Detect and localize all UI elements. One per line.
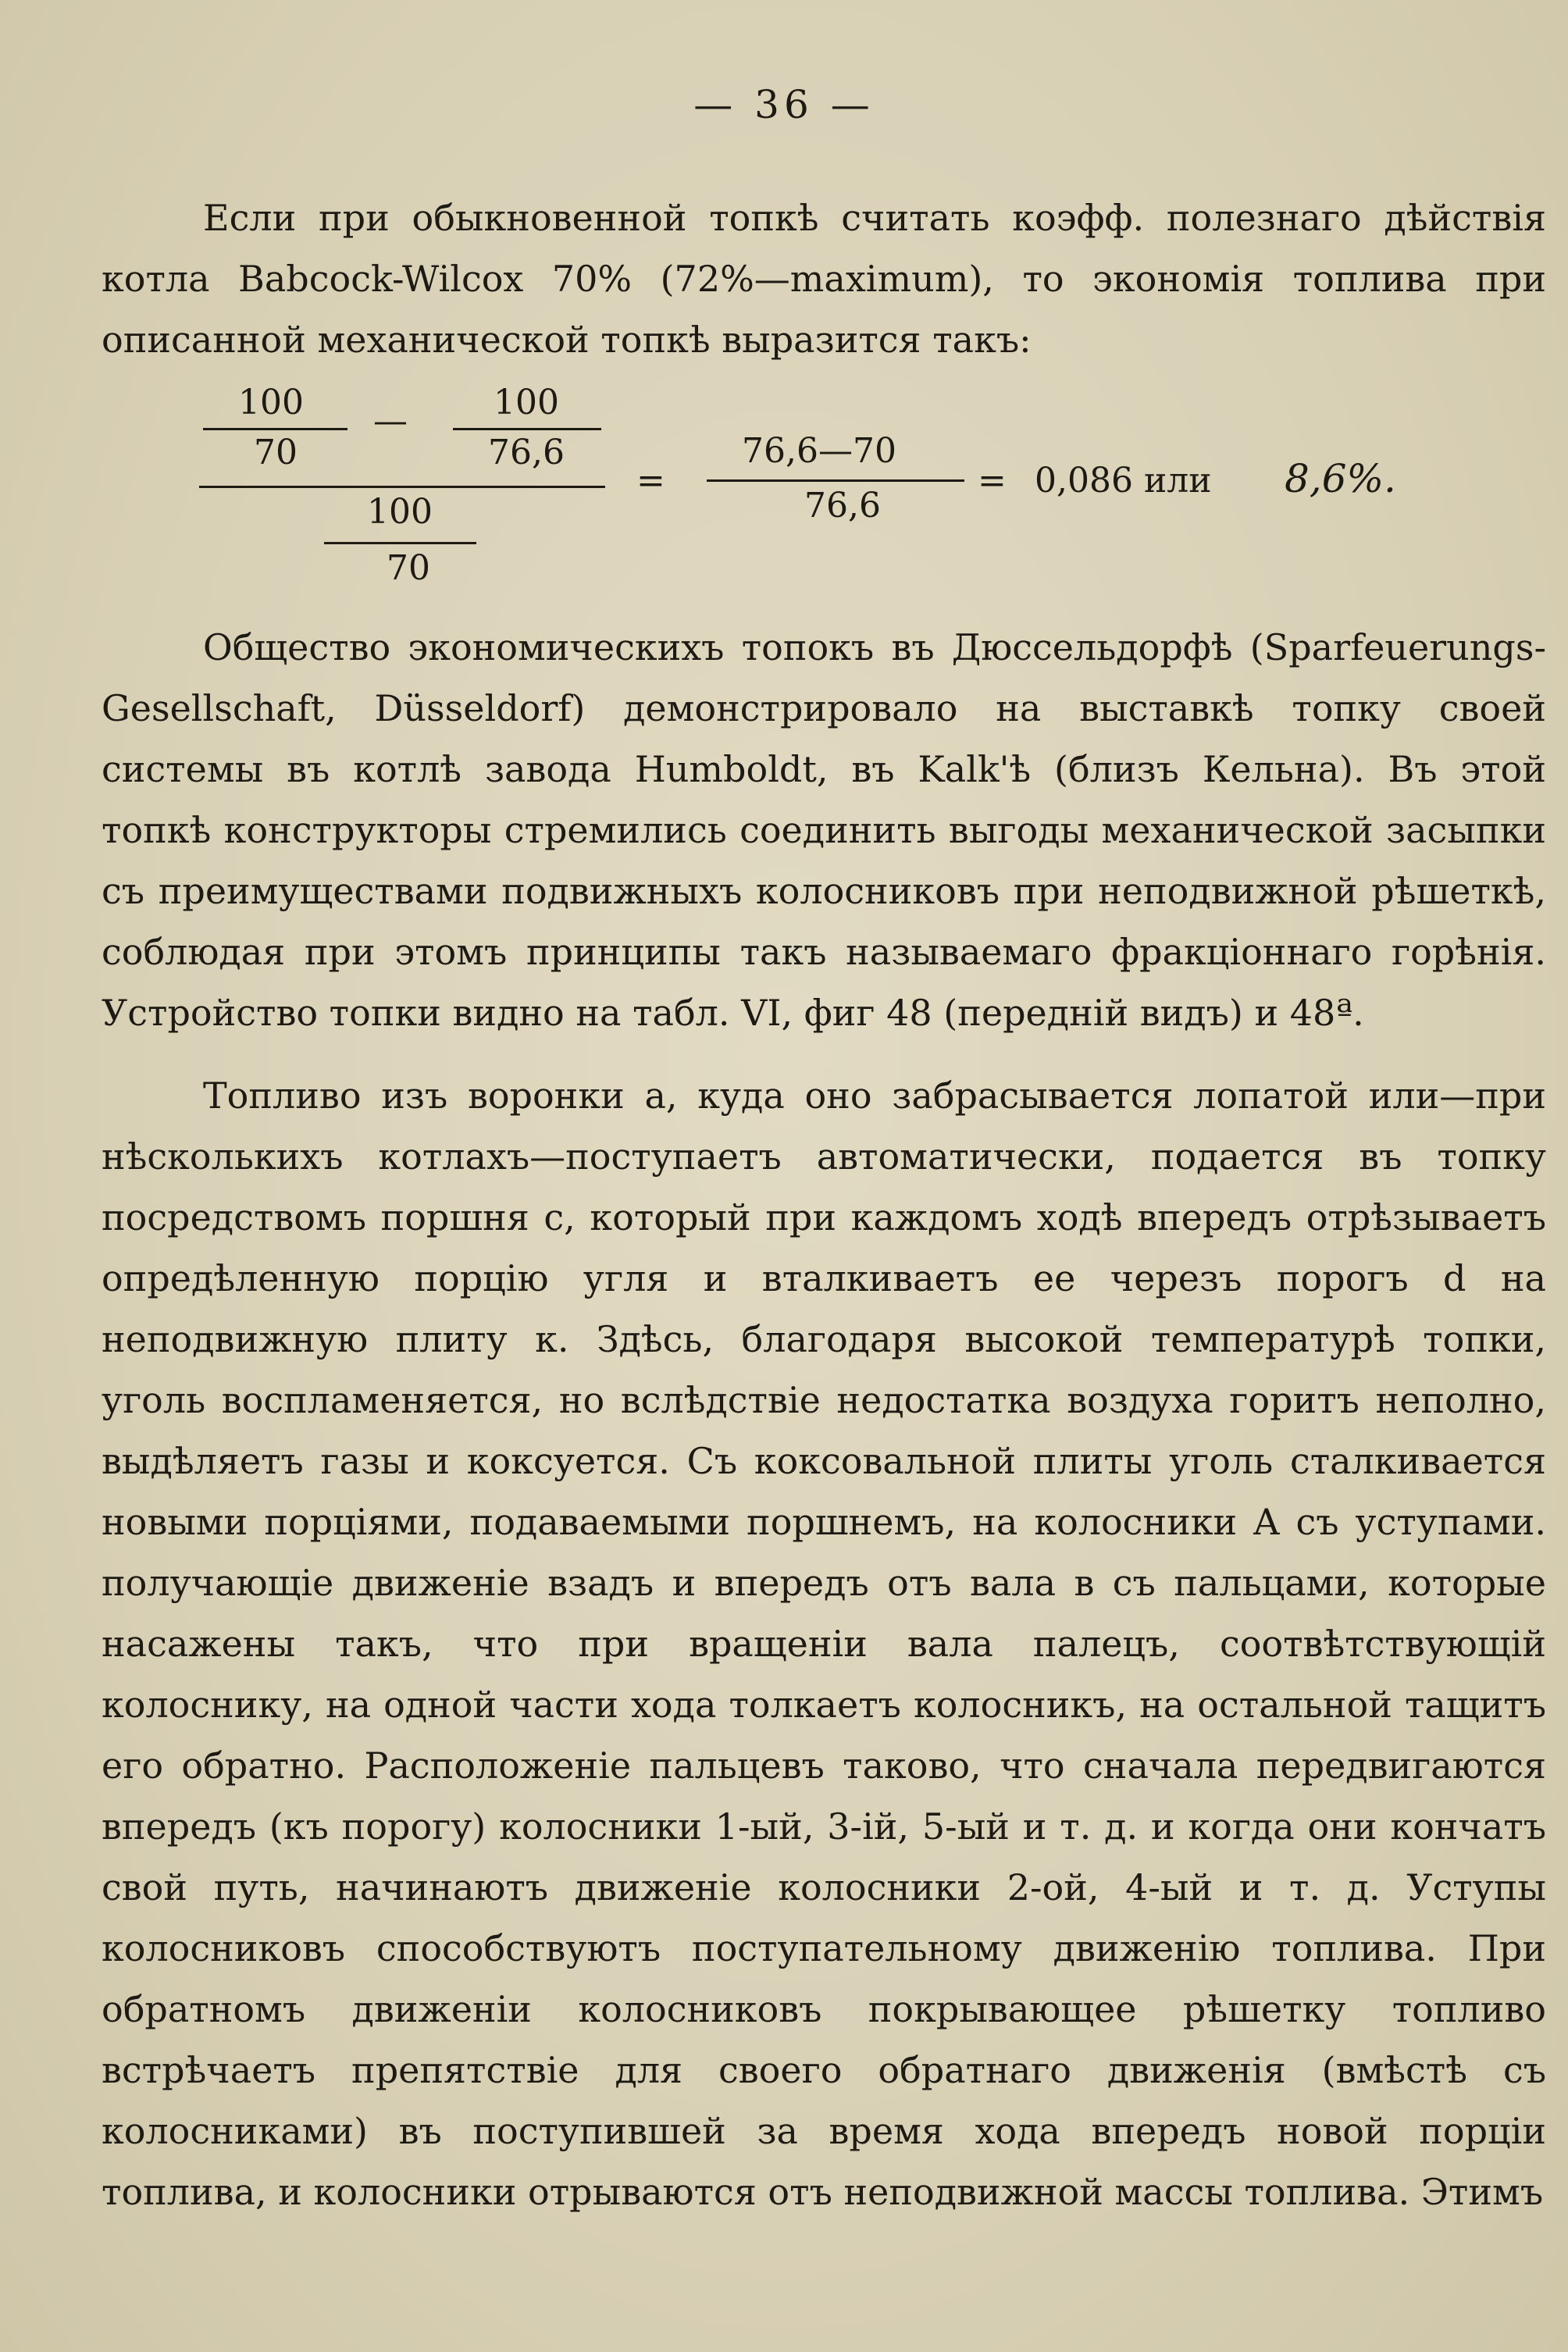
formula-frac2-num: 76,6—70 — [742, 431, 896, 471]
page-number: — 36 — — [693, 82, 875, 127]
main-fraction-bar — [199, 486, 605, 488]
formula-num-a: 100 — [238, 383, 304, 422]
formula-frac2-den: 76,6 — [804, 486, 881, 526]
formula-minus: — — [373, 401, 408, 441]
fraction-bar-a — [203, 428, 347, 430]
fraction-bar-b — [453, 428, 601, 430]
formula-lower-den: 70 — [387, 548, 430, 588]
formula-equals-1: = — [636, 461, 665, 501]
paragraph-text: Если при обыкновенной топкѣ считать коэфф. полезнаго дѣйствія котла Babcock-Wilcox 70% (72%—maximum), то экономія топлива при описанной механической топкѣ выразится такъ: — [102, 197, 1546, 361]
paragraph-fuel-feed: Топливо изъ воронки a, куда оно забрасывается лопатой или—при нѣсколькихъ котлахъ—поступаетъ автоматически, подается въ топку посредствомъ поршня c, который при каждомъ ходѣ впередъ отрѣзываетъ опредѣленную порцію угля и вталкиваетъ ее черезъ порогъ d на неподвижную плиту к. Здѣсь, благодаря высокой температурѣ топки, уголь воспламеняется, но вслѣдствіе недостатка воздуха горитъ неполно, выдѣляетъ газы и коксуется. Съ коксовальной плиты уголь сталкивается новыми порціями, подаваемыми поршнемъ, на колосники A съ уступами. получающіе движеніе взадъ и впередъ отъ вала в съ пальцами, которые насажены такъ, что при вращеніи вала палецъ, соотвѣтствующій колоснику, на одной части хода толкаетъ колосникъ, на остальной тащитъ его обратно. Расположеніе пальцевъ таково, что сначала передвигаются впередъ (къ порогу) колосники 1-ый, 3-ій, 5-ый и т. д. и когда они кончатъ свой путь, начинаютъ движеніе колосники 2-ой, 4-ый и т. д. Уступы колосниковъ способствуютъ поступательному движенію топлива. При обратномъ движеніи колосниковъ покрывающее рѣшетку топливо встрѣчаетъ препятствіе для своего обратнаго движенія (вмѣстѣ съ колосниками) въ поступившей за время хода впередъ новой порціи топлива, и колосники отрываются отъ неподвижной массы топлива. Этимъ — [102, 1074, 1546, 2213]
formula-den-a: 70 — [254, 433, 298, 472]
formula-equals-2: = — [978, 461, 1007, 501]
formula-den-b: 76,6 — [488, 433, 565, 472]
paragraph-sparfeuerung: Общество экономическихъ топокъ въ Дюссельдорфѣ (Sparfeuerungs-Gesellschaft, Düsseldorf) демонстрировало на выставкѣ топку своей системы въ котлѣ завода Humboldt, въ Kalk'ѣ (близъ Кельна). Въ этой топкѣ конструкторы стремились соединить выгоды механической засыпки съ преимуществами подвижныхъ колосниковъ при неподвижной рѣшеткѣ, соблюдая при этомъ принципы такъ называемаго фракціоннаго горѣнія. Устройство топки видно на табл. VI, фиг 48 (передній видъ) и 48ª. — [102, 626, 1546, 1034]
formula-lower-num: 100 — [367, 492, 433, 532]
formula-num-b: 100 — [494, 383, 559, 422]
formula-result: 0,086 или — [1035, 461, 1212, 501]
body-text — [102, 617, 1546, 2222]
economy-formula — [0, 383, 1568, 609]
fraction-bar-2 — [707, 479, 964, 482]
paragraph-efficiency-intro — [102, 187, 1546, 370]
fraction-bar-lower — [324, 542, 476, 544]
formula-result-percent: 8,6%. — [1285, 456, 1396, 501]
